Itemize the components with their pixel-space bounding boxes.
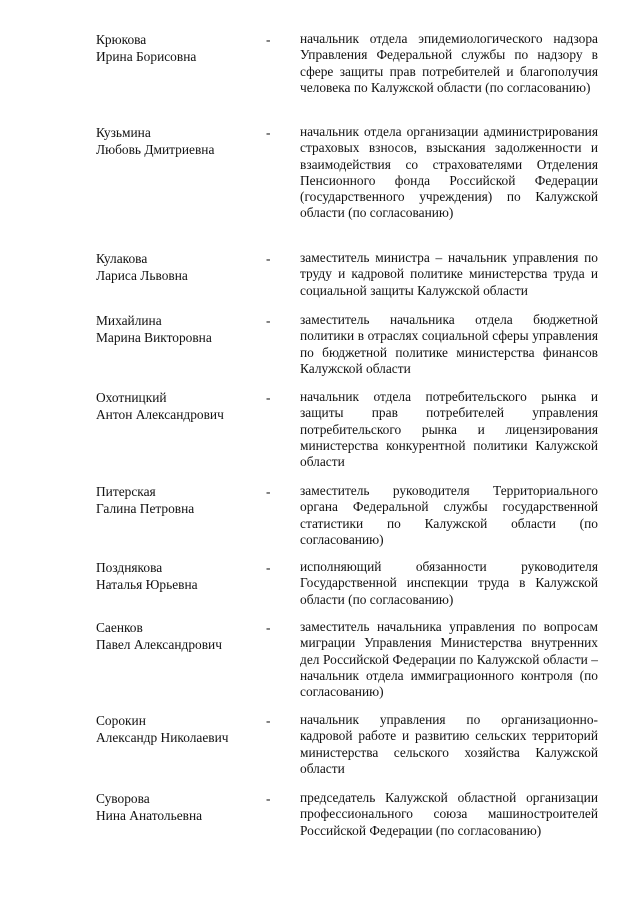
separator-dash: -: [266, 713, 271, 728]
member-surname: Сорокин: [96, 713, 146, 728]
member-position: заместитель министра – начальник управления по труду и кадровой политике министерства труда и социальной защиты Калужской области: [300, 250, 598, 298]
member-name: [96, 712, 266, 746]
separator-dash: -: [266, 125, 271, 140]
member-position: начальник отдела потребительского рынка и защиты прав потребителей управления потребительского рынка и лицензирования министерства конкурентной политики Калужской области: [300, 389, 598, 470]
member-name: [96, 31, 266, 65]
member-given-names: Нина Анатольевна: [96, 808, 203, 823]
separator-dash: -: [266, 313, 271, 328]
member-position: начальник управления по организационно-кадровой работе и развитию сельских территорий министерства сельского хозяйства Калужской области: [300, 712, 598, 776]
member-surname: Питерская: [96, 484, 156, 499]
member-name: [96, 389, 266, 423]
member-name: [96, 483, 266, 517]
member-surname: Михайлина: [96, 313, 162, 328]
member-given-names: Александр Николаевич: [96, 730, 229, 745]
member-given-names: Марина Викторовна: [96, 330, 212, 345]
separator-dash: -: [266, 620, 271, 635]
member-position: председатель Калужской областной организации профессионального союза машиностроителей Российской Федерации (по согласованию): [300, 790, 598, 838]
member-position: исполняющий обязанности руководителя Государственной инспекции труда в Калужской области (по согласованию): [300, 559, 598, 607]
member-name: [96, 250, 266, 284]
member-given-names: Ирина Борисовна: [96, 49, 197, 64]
member-surname: Суворова: [96, 791, 150, 806]
member-given-names: Лариса Львовна: [96, 268, 188, 283]
member-surname: Саенков: [96, 620, 143, 635]
member-position: заместитель начальника управления по вопросам миграции Управления Министерства внутренних дел Российской Федерации по Калужской области – начальник отдела иммиграционного контроля (по согласованию): [300, 619, 598, 700]
member-position: начальник отдела организации администрирования страховых взносов, взыскания задолженности и взаимодействия со страхователями Отделения Пенсионного фонда Российской Федерации (государственного учреждения) по Калужской области (по согласованию): [300, 124, 598, 221]
member-name: [96, 790, 266, 824]
member-surname: Кулакова: [96, 251, 148, 266]
member-given-names: Наталья Юрьевна: [96, 577, 198, 592]
separator-dash: -: [266, 251, 271, 266]
member-given-names: Галина Петровна: [96, 501, 195, 516]
member-position: начальник отдела эпидемиологического надзора Управления Федеральной службы по надзору в сфере защиты прав потребителей и благополучия человека по Калужской области (по согласованию): [300, 31, 598, 95]
separator-dash: -: [266, 560, 271, 575]
member-surname: Позднякова: [96, 560, 163, 575]
member-given-names: Любовь Дмитриевна: [96, 142, 215, 157]
member-name: [96, 619, 266, 653]
member-name: [96, 559, 266, 593]
member-surname: Охотницкий: [96, 390, 167, 405]
separator-dash: -: [266, 484, 271, 499]
member-surname: Крюкова: [96, 32, 147, 47]
separator-dash: -: [266, 390, 271, 405]
member-surname: Кузьмина: [96, 125, 151, 140]
member-name: [96, 124, 266, 158]
member-given-names: Антон Александрович: [96, 407, 224, 422]
member-position: заместитель руководителя Территориального органа Федеральной службы государственной статистики по Калужской области (по согласованию): [300, 483, 598, 547]
separator-dash: -: [266, 32, 271, 47]
member-given-names: Павел Александрович: [96, 637, 222, 652]
separator-dash: -: [266, 791, 271, 806]
member-position: заместитель начальника отдела бюджетной политики в отраслях социальной сферы управления по бюджетной политике министерства финансов Калужской области: [300, 312, 598, 376]
member-name: [96, 312, 266, 346]
